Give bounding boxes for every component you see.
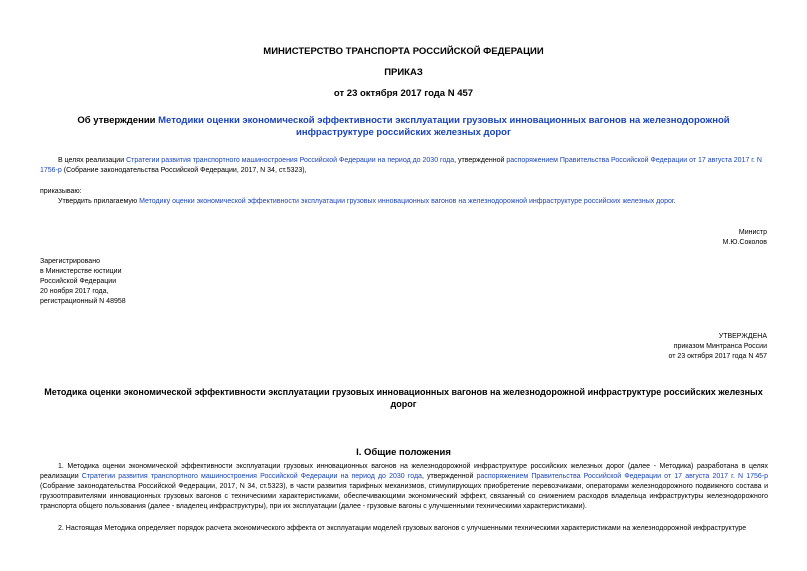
doc-type-heading: ПРИКАЗ	[384, 67, 423, 78]
registration-line-1: Зарегистрировано	[40, 258, 100, 265]
approved-line-1: УТВЕРЖДЕНА	[718, 333, 767, 340]
registration-line-2: в Министерстве юстиции	[40, 268, 122, 275]
signature-name: М.Ю.Соколов	[722, 239, 767, 246]
p1-text-2: , утвержденной	[421, 473, 477, 480]
approve-text-2: .	[673, 198, 676, 205]
p1-text-3: (Собрание законодательства Российской Федерации, 2017, N 34, ст.5323), в части развития тарифных механизмов, стимулирующих приобретение перевозчиками, операторами железнодорожного подвижного состава и грузоотправителями инновационных грузовых вагонов с техническими характеристиками, обеспечивающими экономический эффект, связанный со снижением расходов владельца инфраструктуры железнодорожного транспорта общего пользования (далее - владелец инфраструктуры), при их эксплуатации (далее - грузовые вагоны с улучшенными техническими характеристиками).	[40, 483, 768, 510]
p1-text-1: 1. Методика оценки экономической эффективности эксплуатации грузовых инновационных вагонов на железнодорожной инфраструктуре российских железных дорог (далее - Методика) разработана в целях реализации	[40, 463, 768, 480]
methodology-title-link[interactable]: Методики оценки экономической эффективности эксплуатации грузовых инновационных вагонов на железнодорожной инфраструктуре российских железных дорог	[158, 115, 730, 138]
methodology-heading: Методика оценки экономической эффективности эксплуатации грузовых инновационных вагонов на железнодорожной инфраструктуре российских железных дорог	[44, 387, 763, 409]
registration-line-5: регистрационный N 48958	[40, 298, 126, 305]
p1-government-order-link[interactable]: распоряжением Правительства Российской Федерации от 17 августа 2017 г. N 1756-р	[476, 473, 768, 480]
registration-line-4: 20 ноября 2017 года,	[40, 288, 109, 295]
approve-text-1: Утвердить прилагаемую	[58, 198, 140, 205]
p1-strategy-link[interactable]: Стратегии развития транспортного машиностроения Российской Федерации на период до 2030 года	[81, 473, 422, 480]
ordered-label: приказываю:	[40, 188, 82, 195]
approved-stamp	[669, 332, 767, 362]
intro-paragraph	[40, 156, 768, 176]
approved-line-3: от 23 октября 2017 года N 457	[668, 353, 767, 360]
methodology-link[interactable]: Методику оценки экономической эффективности эксплуатации грузовых инновационных вагонов на железнодорожной инфраструктуре российских железных дорог	[139, 198, 674, 205]
signature-block	[723, 228, 767, 248]
registration-block	[40, 257, 240, 307]
approve-paragraph	[58, 197, 758, 207]
order-title	[40, 115, 767, 139]
government-order-link[interactable]: распоряжением Правительства Российской Федерации от 17 августа 2017 г. N 1756-р	[40, 157, 762, 174]
order-title-prefix: Об утверждении	[77, 115, 159, 126]
intro-text-3: (Собрание законодательства Российской Федерации, 2017, N 34, ст.5323),	[61, 167, 307, 174]
signature-title: Министр	[738, 229, 767, 236]
intro-text-1: В целях реализации	[58, 157, 127, 164]
intro-text-2: , утвержденной	[454, 157, 507, 164]
registration-line-3: Российской Федерации	[40, 278, 117, 285]
paragraph-1	[40, 462, 768, 512]
ministry-heading: МИНИСТЕРСТВО ТРАНСПОРТА РОССИЙСКОЙ ФЕДЕРАЦИИ	[263, 46, 544, 57]
date-number-heading: от 23 октября 2017 года N 457	[333, 88, 474, 99]
section-heading: I. Общие положения	[356, 447, 451, 458]
approved-line-2: приказом Минтранса России	[673, 343, 767, 350]
strategy-link[interactable]: Стратегии развития транспортного машиностроения Российской Федерации на период до 2030 года	[126, 157, 455, 164]
paragraph-2: 2. Настоящая Методика определяет порядок расчета экономического эффекта от эксплуатации моделей грузовых вагонов с улучшенными техническими характеристиками на железнодорожной инфраструктуре	[58, 525, 747, 532]
